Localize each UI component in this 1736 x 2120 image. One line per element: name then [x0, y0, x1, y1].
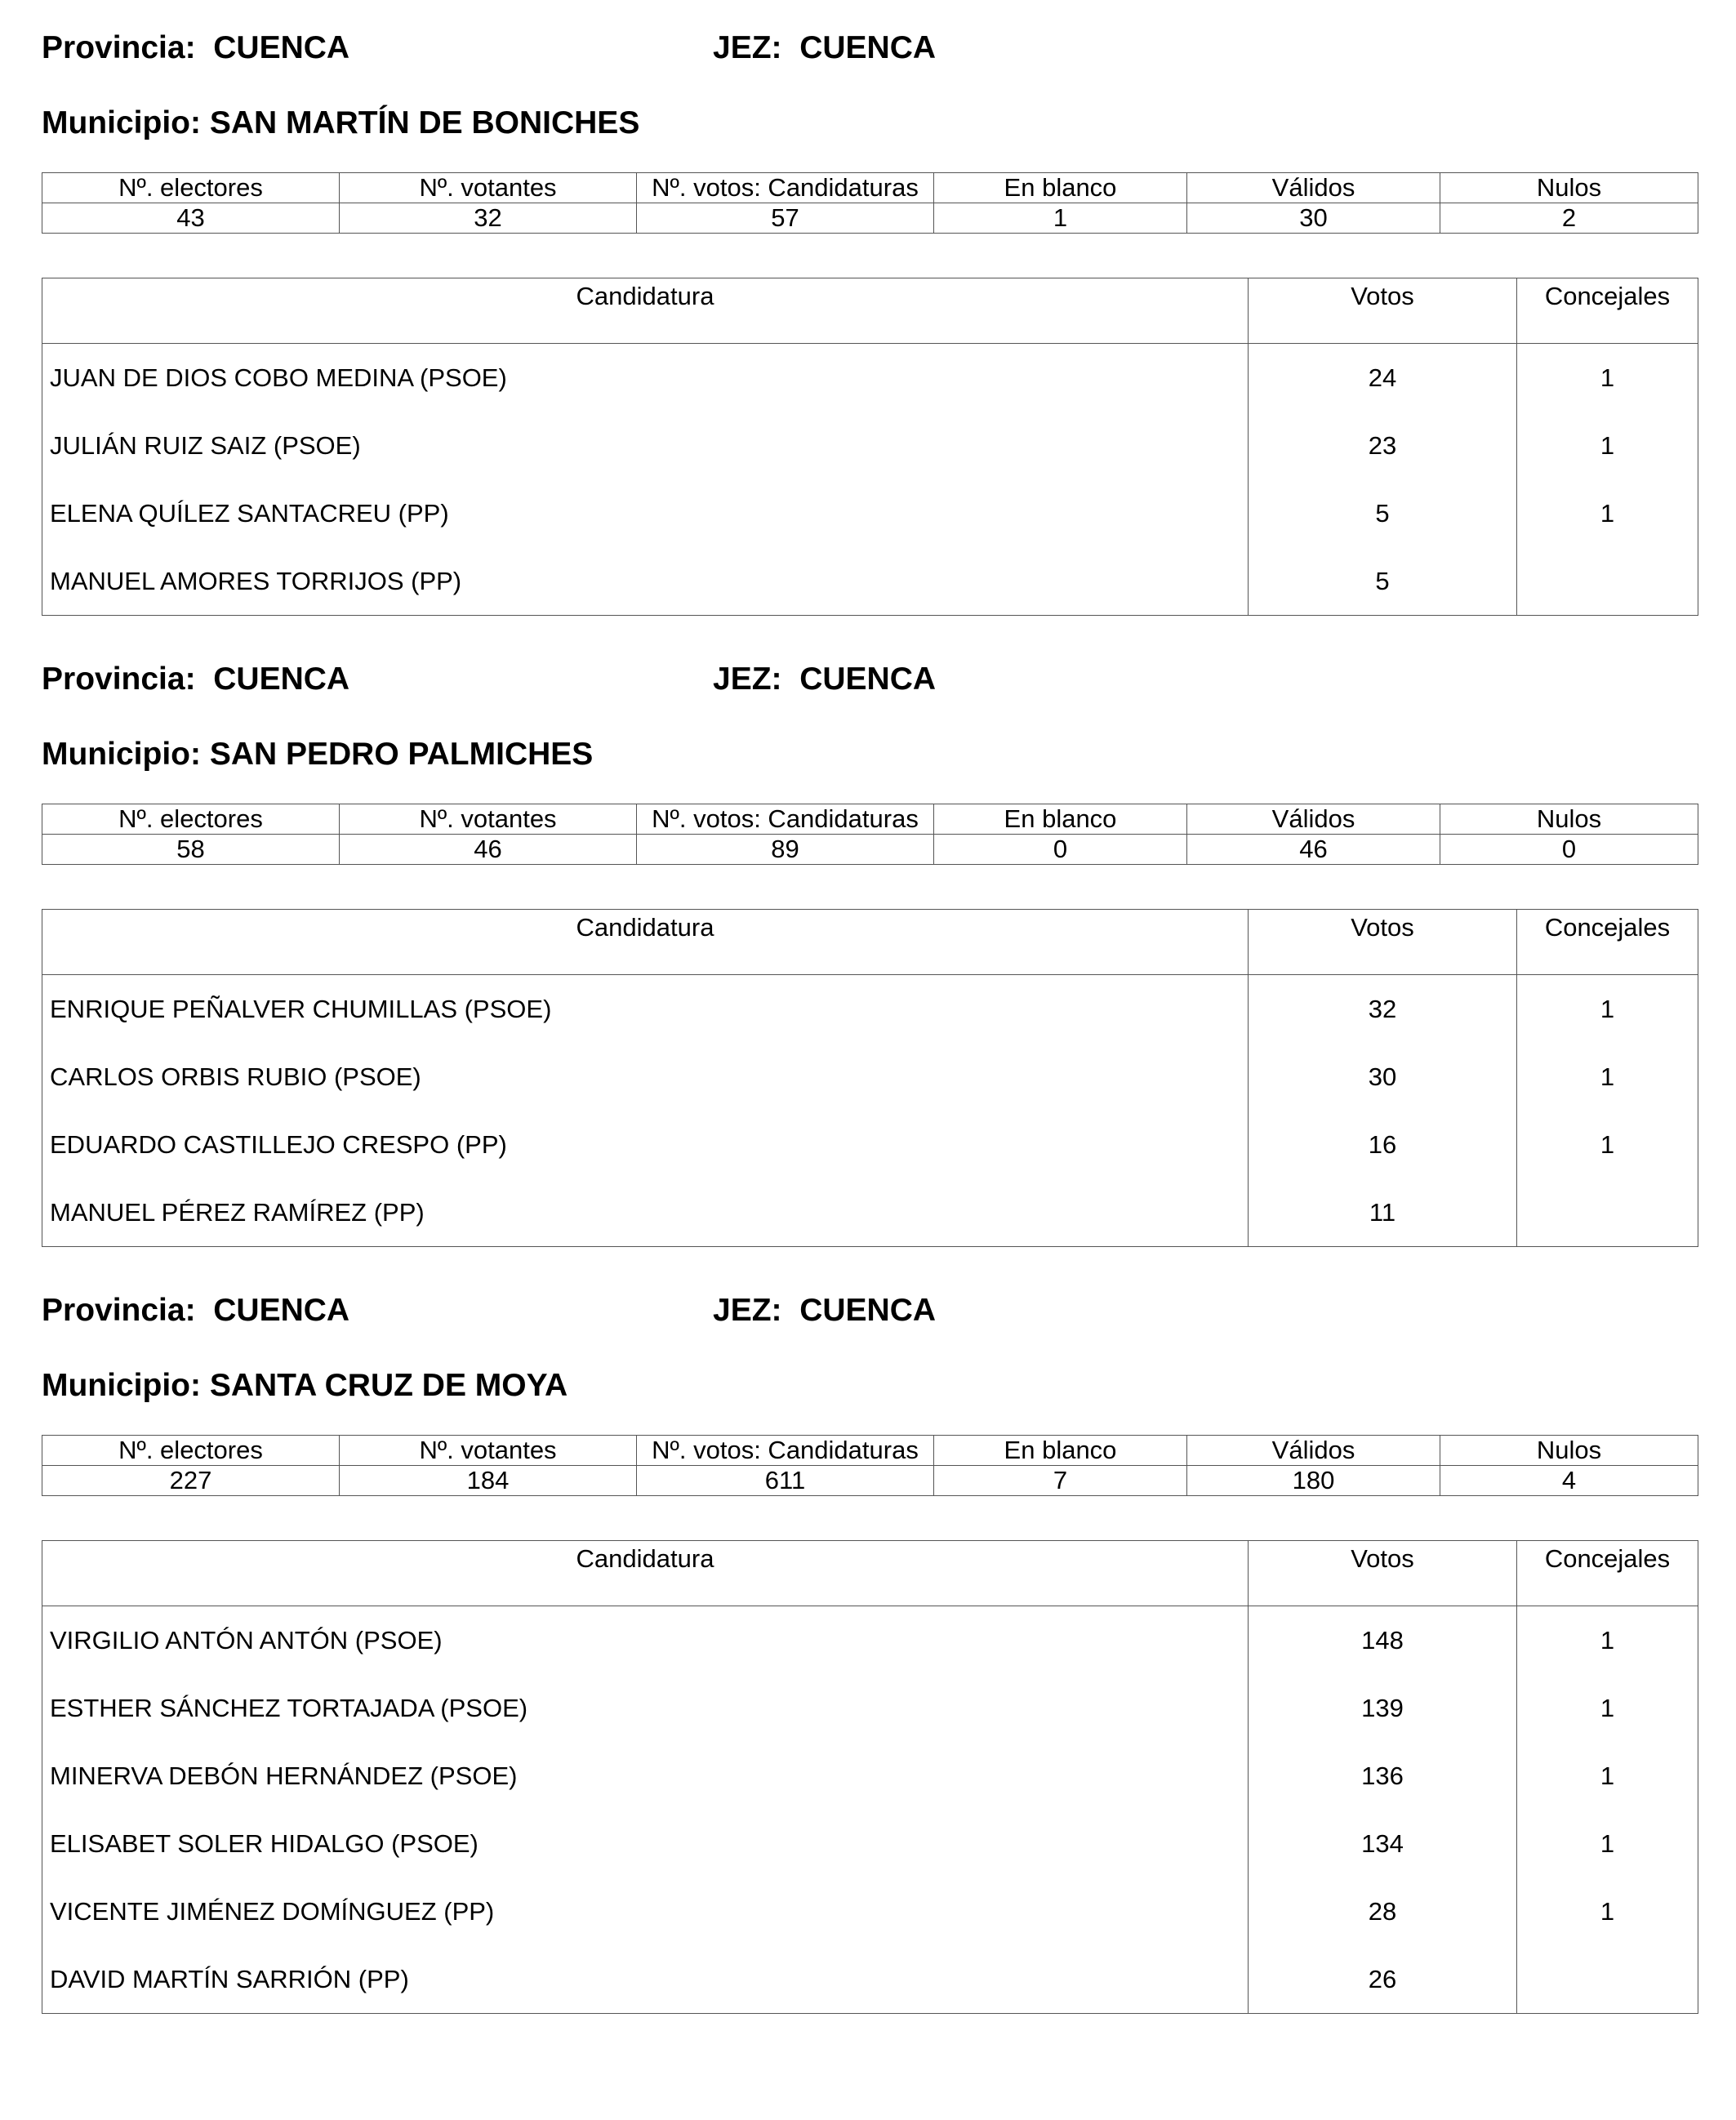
candidate-name: ELENA QUÍLEZ SANTACREU (PP): [42, 479, 1249, 547]
stats-value-cell: 0: [1440, 835, 1698, 865]
concejales-header: Concejales: [1517, 1541, 1698, 1606]
candidate-councillors: 1: [1517, 479, 1698, 547]
candidate-votes: 30: [1249, 1043, 1517, 1111]
candidates-header-row: [42, 910, 1698, 975]
candidates-header-row: [42, 1541, 1698, 1606]
stats-value-cell: 4: [1440, 1466, 1698, 1496]
stats-header-cell: Nº. votantes: [340, 804, 637, 835]
stats-value-cell: 227: [42, 1466, 340, 1496]
candidate-votes: 136: [1249, 1742, 1517, 1810]
provincia-heading: [42, 659, 349, 700]
provincia-label: Provincia:: [42, 661, 196, 697]
section-header: [42, 1290, 1698, 1331]
candidate-row: [42, 975, 1698, 1044]
municipio-heading: [42, 103, 639, 144]
stats-header-cell: Nº. votos: Candidaturas: [637, 804, 934, 835]
section-header: [42, 659, 1698, 700]
jez-label: JEZ:: [713, 661, 782, 697]
candidate-votes: 5: [1249, 479, 1517, 547]
candidate-councillors: 1: [1517, 1043, 1698, 1111]
candidate-councillors: 1: [1517, 1111, 1698, 1178]
candidate-votes: 11: [1249, 1178, 1517, 1247]
candidate-councillors: 1: [1517, 1810, 1698, 1877]
candidate-name: CARLOS ORBIS RUBIO (PSOE): [42, 1043, 1249, 1111]
candidate-councillors: [1517, 1178, 1698, 1247]
stats-value-cell: 32: [340, 203, 637, 234]
candidates-table: [42, 1540, 1698, 2014]
votos-header: Votos: [1249, 1541, 1517, 1606]
stats-value-cell: 184: [340, 1466, 637, 1496]
stats-value-cell: 46: [340, 835, 637, 865]
candidate-councillors: 1: [1517, 412, 1698, 479]
jez-value: CUENCA: [799, 1293, 937, 1328]
candidate-councillors: 1: [1517, 344, 1698, 412]
candidate-name: JUAN DE DIOS COBO MEDINA (PSOE): [42, 344, 1249, 412]
municipio-label: Municipio:: [42, 1368, 201, 1403]
candidate-row: [42, 1111, 1698, 1178]
jez-label: JEZ:: [713, 1293, 782, 1328]
candidate-row: [42, 1178, 1698, 1247]
stats-header-cell: Nº. votos: Candidaturas: [637, 1436, 934, 1466]
stats-value-cell: 7: [934, 1466, 1187, 1496]
stats-table: [42, 1435, 1698, 1496]
stats-values-row: [42, 1466, 1698, 1496]
stats-value-cell: 58: [42, 835, 340, 865]
candidate-row: [42, 412, 1698, 479]
candidates-table: [42, 909, 1698, 1247]
stats-header-cell: En blanco: [934, 804, 1187, 835]
candidate-votes: 148: [1249, 1606, 1517, 1675]
stats-header-cell: Nulos: [1440, 1436, 1698, 1466]
candidate-councillors: 1: [1517, 975, 1698, 1044]
municipio-value: SAN PEDRO PALMICHES: [209, 737, 594, 772]
municipio-label: Municipio:: [42, 105, 201, 140]
candidate-votes: 16: [1249, 1111, 1517, 1178]
candidates-header-row: [42, 278, 1698, 344]
stats-values-row: [42, 203, 1698, 234]
stats-header-cell: Nº. electores: [42, 173, 340, 203]
stats-header-cell: Nº. electores: [42, 804, 340, 835]
municipio-label: Municipio:: [42, 737, 201, 772]
stats-value-cell: 180: [1187, 1466, 1440, 1496]
jez-value: CUENCA: [799, 661, 937, 697]
candidate-row: [42, 479, 1698, 547]
candidate-row: [42, 1043, 1698, 1111]
stats-header-cell: Nº. votantes: [340, 1436, 637, 1466]
stats-value-cell: 57: [637, 203, 934, 234]
stats-header-cell: Nº. electores: [42, 1436, 340, 1466]
candidate-name: JULIÁN RUIZ SAIZ (PSOE): [42, 412, 1249, 479]
candidate-row: [42, 344, 1698, 412]
jez-value: CUENCA: [799, 30, 937, 65]
municipio-heading: [42, 734, 593, 775]
candidate-name: VIRGILIO ANTÓN ANTÓN (PSOE): [42, 1606, 1249, 1675]
candidate-row: [42, 1674, 1698, 1742]
stats-value-cell: 0: [934, 835, 1187, 865]
candidates-table: [42, 278, 1698, 616]
jez-heading: [713, 659, 936, 700]
candidate-votes: 139: [1249, 1674, 1517, 1742]
provincia-value: CUENCA: [213, 30, 350, 65]
jez-label: JEZ:: [713, 30, 782, 65]
candidate-votes: 32: [1249, 975, 1517, 1044]
candidate-name: MANUEL AMORES TORRIJOS (PP): [42, 547, 1249, 616]
provincia-heading: [42, 1290, 349, 1331]
candidate-councillors: 1: [1517, 1674, 1698, 1742]
candidate-name: ELISABET SOLER HIDALGO (PSOE): [42, 1810, 1249, 1877]
stats-value-cell: 43: [42, 203, 340, 234]
candidate-votes: 24: [1249, 344, 1517, 412]
stats-header-cell: Nulos: [1440, 804, 1698, 835]
stats-header-cell: Nº. votos: Candidaturas: [637, 173, 934, 203]
candidate-row: [42, 547, 1698, 616]
provincia-value: CUENCA: [213, 661, 350, 697]
provincia-value: CUENCA: [213, 1293, 350, 1328]
stats-table: [42, 804, 1698, 865]
concejales-header: Concejales: [1517, 278, 1698, 344]
stats-header-cell: Válidos: [1187, 173, 1440, 203]
candidate-row: [42, 1810, 1698, 1877]
stats-value-cell: 2: [1440, 203, 1698, 234]
stats-value-cell: 89: [637, 835, 934, 865]
candidate-name: EDUARDO CASTILLEJO CRESPO (PP): [42, 1111, 1249, 1178]
candidate-name: VICENTE JIMÉNEZ DOMÍNGUEZ (PP): [42, 1877, 1249, 1945]
municipio-value: SAN MARTÍN DE BONICHES: [209, 105, 640, 140]
votos-header: Votos: [1249, 278, 1517, 344]
stats-header-cell: En blanco: [934, 173, 1187, 203]
candidate-councillors: 1: [1517, 1606, 1698, 1675]
candidate-councillors: [1517, 1945, 1698, 2014]
stats-header-row: [42, 173, 1698, 203]
provincia-heading: [42, 28, 349, 69]
votos-header: Votos: [1249, 910, 1517, 975]
candidate-name: DAVID MARTÍN SARRIÓN (PP): [42, 1945, 1249, 2014]
provincia-label: Provincia:: [42, 30, 196, 65]
candidate-name: ESTHER SÁNCHEZ TORTAJADA (PSOE): [42, 1674, 1249, 1742]
candidate-votes: 28: [1249, 1877, 1517, 1945]
candidate-row: [42, 1945, 1698, 2014]
candidatura-header: Candidatura: [42, 1541, 1249, 1606]
municipio-value: SANTA CRUZ DE MOYA: [209, 1368, 568, 1403]
candidatura-header: Candidatura: [42, 278, 1249, 344]
candidate-votes: 5: [1249, 547, 1517, 616]
stats-value-cell: 1: [934, 203, 1187, 234]
stats-header-cell: Válidos: [1187, 1436, 1440, 1466]
stats-value-cell: 30: [1187, 203, 1440, 234]
concejales-header: Concejales: [1517, 910, 1698, 975]
stats-header-cell: Nº. votantes: [340, 173, 637, 203]
stats-header-cell: Válidos: [1187, 804, 1440, 835]
candidatura-header: Candidatura: [42, 910, 1249, 975]
candidate-votes: 26: [1249, 1945, 1517, 2014]
candidate-votes: 23: [1249, 412, 1517, 479]
stats-header-row: [42, 1436, 1698, 1466]
stats-header-cell: En blanco: [934, 1436, 1187, 1466]
candidate-row: [42, 1606, 1698, 1675]
jez-heading: [713, 1290, 936, 1331]
stats-header-cell: Nulos: [1440, 173, 1698, 203]
candidate-name: MANUEL PÉREZ RAMÍREZ (PP): [42, 1178, 1249, 1247]
section-header: [42, 28, 1698, 69]
candidate-row: [42, 1877, 1698, 1945]
candidate-name: MINERVA DEBÓN HERNÁNDEZ (PSOE): [42, 1742, 1249, 1810]
stats-table: [42, 172, 1698, 234]
stats-value-cell: 46: [1187, 835, 1440, 865]
jez-heading: [713, 28, 936, 69]
candidate-name: ENRIQUE PEÑALVER CHUMILLAS (PSOE): [42, 975, 1249, 1044]
stats-value-cell: 611: [637, 1466, 934, 1496]
candidate-councillors: [1517, 547, 1698, 616]
candidate-councillors: 1: [1517, 1742, 1698, 1810]
candidate-row: [42, 1742, 1698, 1810]
municipio-heading: [42, 1365, 568, 1406]
stats-header-row: [42, 804, 1698, 835]
candidate-councillors: 1: [1517, 1877, 1698, 1945]
stats-values-row: [42, 835, 1698, 865]
candidate-votes: 134: [1249, 1810, 1517, 1877]
provincia-label: Provincia:: [42, 1293, 196, 1328]
